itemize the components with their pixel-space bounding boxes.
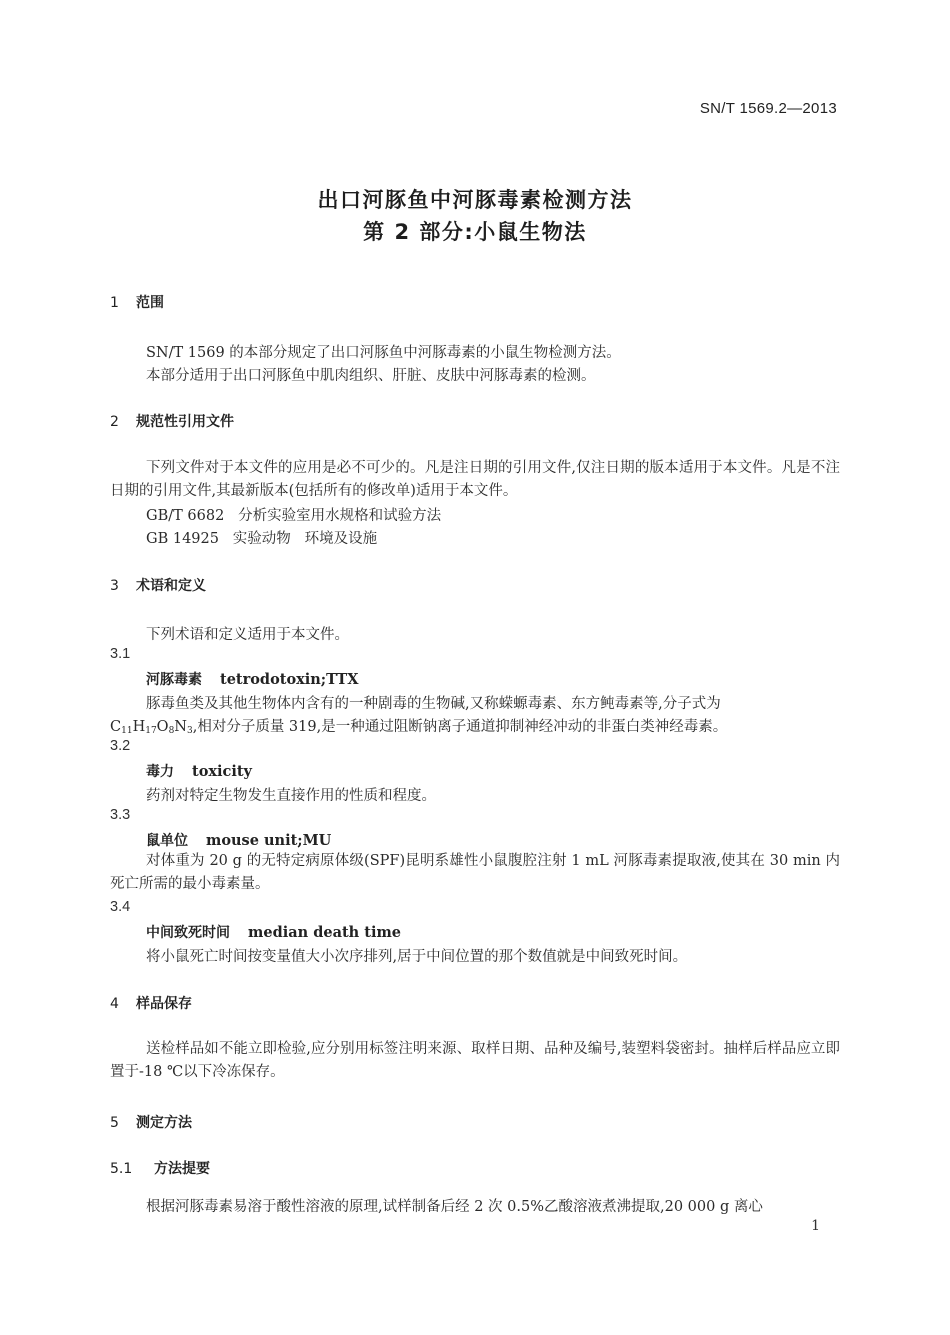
section-number: 2: [110, 414, 119, 430]
document-number: SN/T 1569.2—2013: [699, 100, 837, 117]
paragraph: SN/T 1569 的本部分规定了出口河豚鱼中河豚毒素的小鼠生物检测方法。: [146, 345, 621, 361]
term-en: mouse unit;MU: [206, 832, 332, 849]
term-zh: 中间致死时间: [146, 925, 230, 941]
section-number: 3: [110, 578, 119, 594]
term-heading: [146, 922, 401, 942]
paragraph: 送检样品如不能立即检验,应分别用标签注明来源、取样日期、品种及编号,装塑料袋密封。抽样后样品应立即置于-18 ℃以下冷冻保存。: [110, 1041, 840, 1080]
section-title: 样品保存: [136, 996, 192, 1012]
section-4-heading: [110, 993, 192, 1013]
section-3-heading: [110, 575, 206, 595]
term-heading: [146, 669, 358, 689]
document-title-line2: 第 2 部分:小鼠生物法: [363, 220, 587, 244]
section-title: 术语和定义: [136, 578, 206, 594]
term-zh: 毒力: [146, 764, 174, 780]
section-title: 规范性引用文件: [136, 414, 234, 430]
section-number: 4: [110, 996, 119, 1012]
clause-number: 3.2: [110, 738, 131, 754]
section-title: 范围: [136, 295, 164, 311]
definition: 将小鼠死亡时间按变量值大小次序排列,居于中间位置的那个数值就是中间致死时间。: [146, 949, 688, 965]
formula: $C_{11}H_{17}O_8N_3$: [110, 719, 193, 736]
subsection-title: 方法提要: [154, 1161, 210, 1177]
paragraph: 根据河豚毒素易溶于酸性溶液的原理,试样制备后经 2 次 0.5%乙酸溶液煮沸提取,20 000 g 离心: [146, 1199, 763, 1215]
clause-number: 3.4: [110, 899, 131, 915]
clause-number: 3.3: [110, 807, 131, 823]
term-zh: 鼠单位: [146, 833, 188, 849]
term-heading: [146, 761, 252, 781]
reference-item: GB 14925 实验动物 环境及设施: [146, 531, 378, 547]
section-5-heading: [110, 1112, 192, 1132]
definition-formula-line: $C_{11}H_{17}O_8N_3$,相对分子质量 319,是一种通过阻断钠离子通道抑制神经冲动的非蛋白类神经毒素。: [110, 719, 728, 736]
section-2-heading: [110, 411, 234, 431]
term-en: toxicity: [192, 763, 252, 780]
subsection-5-1-heading: [110, 1158, 210, 1178]
definition: 对体重为 20 g 的无特定病原体级(SPF)昆明系雄性小鼠腹腔注射 1 mL 河豚毒素提取液,使其在 30 min 内死亡所需的最小毒素量。: [110, 853, 840, 892]
term-en: median death time: [248, 924, 402, 941]
paragraph: 下列术语和定义适用于本文件。: [146, 627, 349, 643]
paragraph: 下列文件对于本文件的应用是必不可少的。凡是注日期的引用文件,仅注日期的版本适用于本文件。凡是不注日期的引用文件,其最新版本(包括所有的修改单)适用于本文件。: [110, 460, 840, 499]
section-number: 1: [110, 295, 119, 311]
clause-number: 3.1: [110, 646, 131, 662]
page-number: 1: [811, 1218, 820, 1234]
definition: 豚毒鱼类及其他生物体内含有的一种剧毒的生物碱,又称蝾螈毒素、东方鲀毒素等,分子式为: [146, 696, 721, 712]
section-title: 测定方法: [136, 1115, 192, 1131]
definition: 药剂对特定生物发生直接作用的性质和程度。: [146, 788, 436, 804]
section-number: 5: [110, 1115, 119, 1131]
term-en: tetrodotoxin;TTX: [220, 671, 359, 688]
document-title-line1: 出口河豚鱼中河豚毒素检测方法: [317, 188, 633, 212]
reference-item: GB/T 6682 分析实验室用水规格和试验方法: [146, 508, 442, 524]
subsection-number: 5.1: [110, 1161, 133, 1177]
section-1-heading: [110, 292, 164, 312]
paragraph: 本部分适用于出口河豚鱼中肌肉组织、肝脏、皮肤中河豚毒素的检测。: [146, 368, 596, 384]
term-zh: 河豚毒素: [146, 672, 202, 688]
term-heading: [146, 830, 331, 850]
